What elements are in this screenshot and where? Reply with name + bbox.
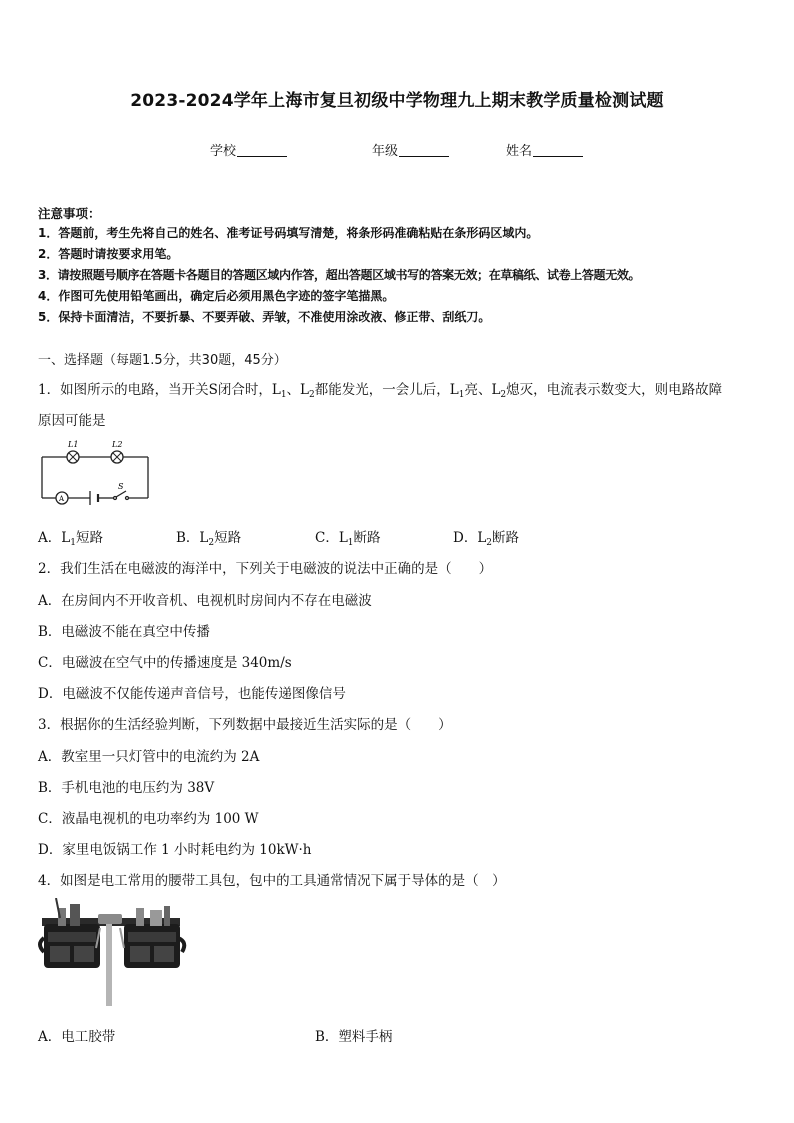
page-title: 2023-2024学年上海市复旦初级中学物理九上期末教学质量检测试题 [130,91,664,111]
grade-blank [399,144,449,157]
option-text: 断路 [492,530,520,546]
name-label: 姓名 [506,144,533,159]
option-d: D．家里电饭锅工作 1 小时耗电约为 10kW·h [38,842,312,858]
option-a: A．电工胶带 [38,1029,116,1045]
note-item: 5．保持卡面清洁，不要折暴、不要弄破、弄皱，不准使用涂改液、修正带、刮纸刀。 [38,310,491,324]
option-text: C．L [315,530,348,546]
notes-heading: 注意事项： [38,206,101,221]
school-label: 学校 [210,144,237,159]
hammer [98,914,122,1006]
option-text: A．L [38,530,71,546]
option-b: B．塑料手柄 [315,1029,393,1045]
q1-text: 都能发光，一会儿后，L [314,382,459,398]
question-4-stem: 4．如图是电工常用的腰带工具包，包中的工具通常情况下属于导体的是（ ） [38,873,506,889]
q1-sub: 2 [500,390,507,400]
lamp-l2-label: L2 [112,440,123,449]
note-item: 3．请按照题号顺序在答题卡各题目的答题区域内作答，超出答题区域书写的答案无效；在草稿纸、试卷上答题无效。 [38,268,641,282]
option-text: 短路 [214,530,242,546]
question-1-stem-line2: 原因可能是 [38,413,106,429]
note-item: 2．答题时请按要求用笔。 [38,247,179,261]
option-d [453,526,519,546]
option-text: B．L [176,530,209,546]
right-pouch [124,906,184,968]
circuit-diagram [38,438,153,508]
option-sub: 2 [486,538,493,548]
lamp-l1 [67,451,79,463]
lamp-l2 [111,451,123,463]
option-c: C．电磁波在空气中的传播速度是 340m/s [38,655,292,671]
option-b: B．电磁波不能在真空中传播 [38,624,210,640]
q1-text: 1．如图所示的电路，当开关S闭合时，L [38,382,281,398]
q1-sub: 1 [280,390,287,400]
name-blank [533,144,583,157]
lamp-l1-label: L1 [68,440,79,449]
option-sub: 2 [208,538,215,548]
option-text: D．L [453,530,487,546]
tool-belt-image [38,898,188,1010]
option-a: A．教室里一只灯管中的电流约为 2A [38,749,260,765]
q1-sub: 2 [309,390,315,400]
grade-label: 年级 [372,144,399,159]
option-b [176,526,241,546]
q1-text: 熄灭，电流表示数变大，则电路故障 [506,382,723,398]
question-1-stem [38,378,722,398]
switch-label: S [118,482,124,491]
option-a [38,526,103,546]
q1-text: 、L [286,382,310,398]
switch [114,491,129,500]
school-field [210,140,287,159]
option-c [315,526,381,546]
option-c: C．液晶电视机的电功率约为 100 W [38,811,259,827]
section-heading: 一、选择题（每题1.5分，共30题，45分） [38,353,287,368]
q1-sub: 1 [458,390,465,400]
option-text: 短路 [75,530,103,546]
note-item: 1．答题前，考生先将自己的姓名、准考证号码填写清楚，将条形码准确粘贴在条形码区域内。 [38,226,539,240]
q1-text: 亮、L [464,382,501,398]
option-d: D．电磁波不仅能传递声音信号，也能传递图像信号 [38,686,346,702]
ammeter-label: A [59,495,65,503]
option-a: A．在房间内不开收音机、电视机时房间内不存在电磁波 [38,593,372,609]
school-blank [237,144,287,157]
battery [90,491,98,505]
option-sub: 1 [70,538,76,548]
left-pouch [44,898,100,968]
option-sub: 1 [347,538,354,548]
grade-field [372,140,449,159]
option-b: B．手机电池的电压约为 38V [38,780,215,796]
option-text: 断路 [353,530,381,546]
name-field [506,140,583,159]
question-3-stem: 3．根据你的生活经验判断，下列数据中最接近生活实际的是（ ） [38,717,452,733]
note-item: 4．作图可先使用铅笔画出，确定后必须用黑色字迹的签字笔描黑。 [38,289,395,303]
question-2-stem: 2．我们生活在电磁波的海洋中，下列关于电磁波的说法中正确的是（ ） [38,561,493,577]
